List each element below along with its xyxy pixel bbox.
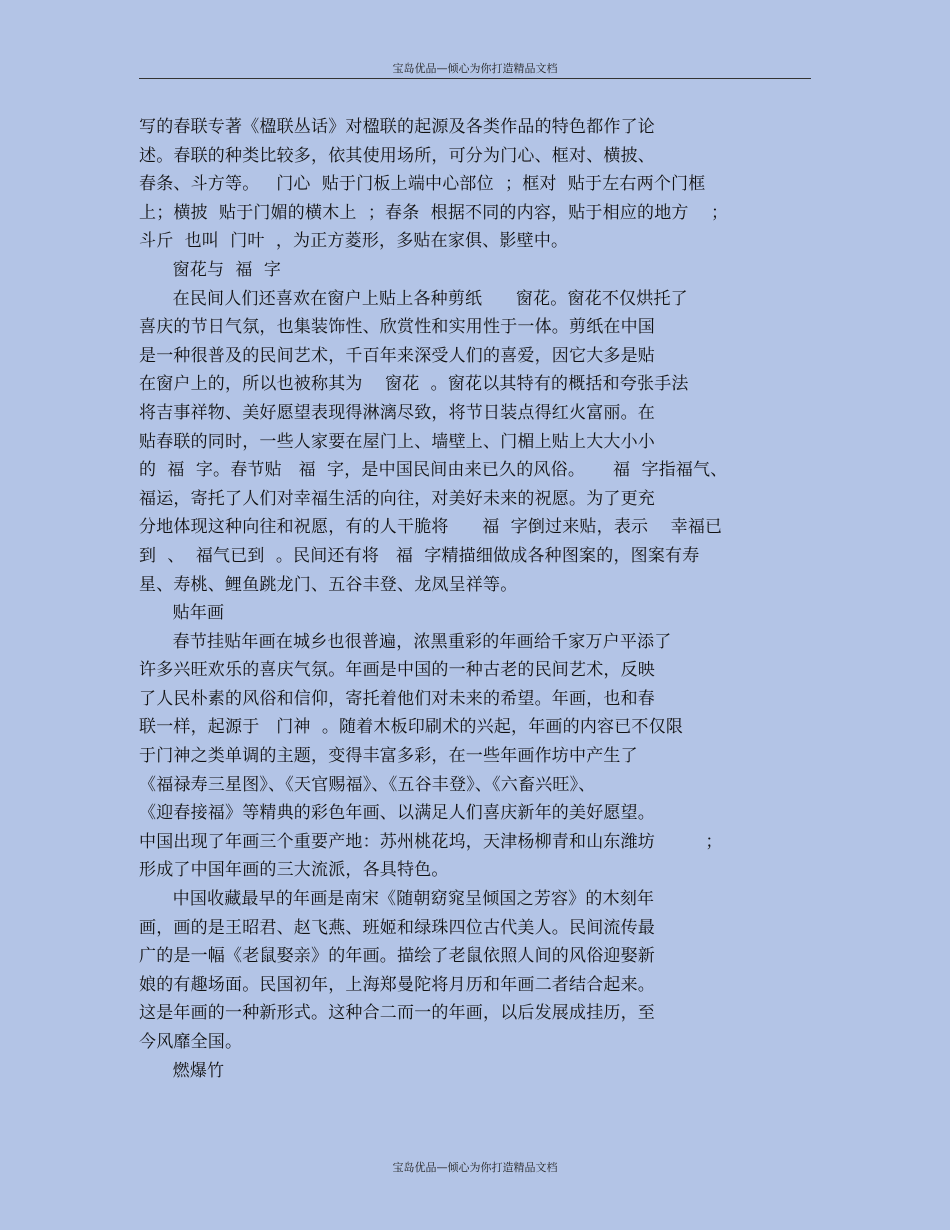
page-footer: 宝岛优品—倾心为你打造精品文档 xyxy=(392,1161,558,1174)
text-line: 今风靡全国。 xyxy=(139,1032,243,1052)
section-heading: 贴年画 xyxy=(139,603,225,624)
text-line: 中国出现了年画三个重要产地：苏州桃花坞，天津杨柳青和山东潍坊 ； xyxy=(139,831,723,852)
section-heading: 燃爆竹 xyxy=(139,1060,225,1081)
text-line: 上；横披 贴于门媚的横木上 ；春条 根据不同的内容，贴于相应的地方 ； xyxy=(139,202,729,223)
text-line: 贴春联的同时，一些人家要在屋门上、墙壁上、门楣上贴上大大小小 xyxy=(139,431,655,452)
text-line: 中国收藏最早的年画是南宋《随朝窈窕呈倾国之芳容》的木刻年 xyxy=(139,889,655,910)
text-line: 写的春联专著《楹联丛话》对楹联的起源及各类作品的特色都作了论 xyxy=(139,117,655,137)
text-line: 娘的有趣场面。民国初年，上海郑曼陀将月历和年画二者结合起来。 xyxy=(139,974,655,995)
text-line: 广的是一幅《老鼠娶亲》的年画。描绘了老鼠依照人间的风俗迎娶新 xyxy=(139,946,655,967)
text-line: 斗斤 也叫 门叶 ，为正方菱形，多贴在家俱、影壁中。 xyxy=(139,231,569,252)
text-line: 形成了中国年画的三大流派，各具特色。 xyxy=(139,860,449,881)
document-body xyxy=(139,113,811,1085)
text-line: 于门神之类单调的主题，变得丰富多彩，在一些年画作坊中产生了 xyxy=(139,746,638,767)
text-line: 了人民朴素的风俗和信仰，寄托着他们对未来的希望。年画，也和春 xyxy=(139,688,655,709)
text-line: 这是年画的一种新形式。这种合二而一的年画，以后发展成挂历，至 xyxy=(139,1003,655,1024)
text-line: 福运，寄托了人们对幸福生活的向往，对美好未来的祝愿。为了更充 xyxy=(139,488,655,509)
text-line: 联一样，起源于 门神 。随着木板印刷术的兴起，年画的内容已不仅限 xyxy=(139,717,684,738)
text-line: 春条、斗方等。 门心 贴于门板上端中心部位 ；框对 贴于左右两个门框 xyxy=(139,174,706,195)
text-line: 画，画的是王昭君、赵飞燕、班姬和绿珠四位古代美人。民间流传最 xyxy=(139,917,655,938)
text-line: 《迎春接福》等精典的彩色年画、以满足人们喜庆新年的美好愿望。 xyxy=(139,803,655,824)
header-divider xyxy=(139,78,811,79)
text-line: 星、寿桃、鲤鱼跳龙门、五谷丰登、龙凤呈祥等。 xyxy=(139,574,518,595)
page-header: 宝岛优品—倾心为你打造精品文档 xyxy=(392,62,558,75)
text-line: 分地体现这种向往和祝愿，有的人干脆将 福 字倒过来贴，表示 幸福已 xyxy=(139,517,723,538)
text-line: 春节挂贴年画在城乡也很普遍，浓黑重彩的年画给千家万户平添了 xyxy=(139,631,672,652)
text-line: 喜庆的节日气氛，也集装饰性、欣赏性和实用性于一体。剪纸在中国 xyxy=(139,317,655,338)
text-line: 《福禄寿三星图》、《天官赐福》、《五谷丰登》、《六畜兴旺》、 xyxy=(139,774,596,795)
section-heading: 窗花与 福 字 xyxy=(139,259,282,280)
text-line: 许多兴旺欢乐的喜庆气氛。年画是中国的一种古老的民间艺术，反映 xyxy=(139,660,655,681)
text-line: 的 福 字。春节贴 福 字，是中国民间由来已久的风俗。 福 字指福气、 xyxy=(139,460,728,481)
text-line: 述。春联的种类比较多，依其使用场所，可分为门心、框对、横披、 xyxy=(139,145,655,166)
text-line: 在民间人们还喜欢在窗户上贴上各种剪纸 窗花。窗花不仅烘托了 xyxy=(139,288,688,309)
text-line: 将吉事祥物、美好愿望表现得淋漓尽致，将节日装点得红火富丽。在 xyxy=(139,402,655,423)
text-line: 是一种很普及的民间艺术，千百年来深受人们的喜爱，因它大多是贴 xyxy=(139,345,655,366)
text-line: 到 、 福气已到 。民间还有将 福 字精描细做成各种图案的，图案有寿 xyxy=(139,545,700,566)
text-line: 在窗户上的，所以也被称其为 窗花 。窗花以其特有的概括和夸张手法 xyxy=(139,374,689,395)
